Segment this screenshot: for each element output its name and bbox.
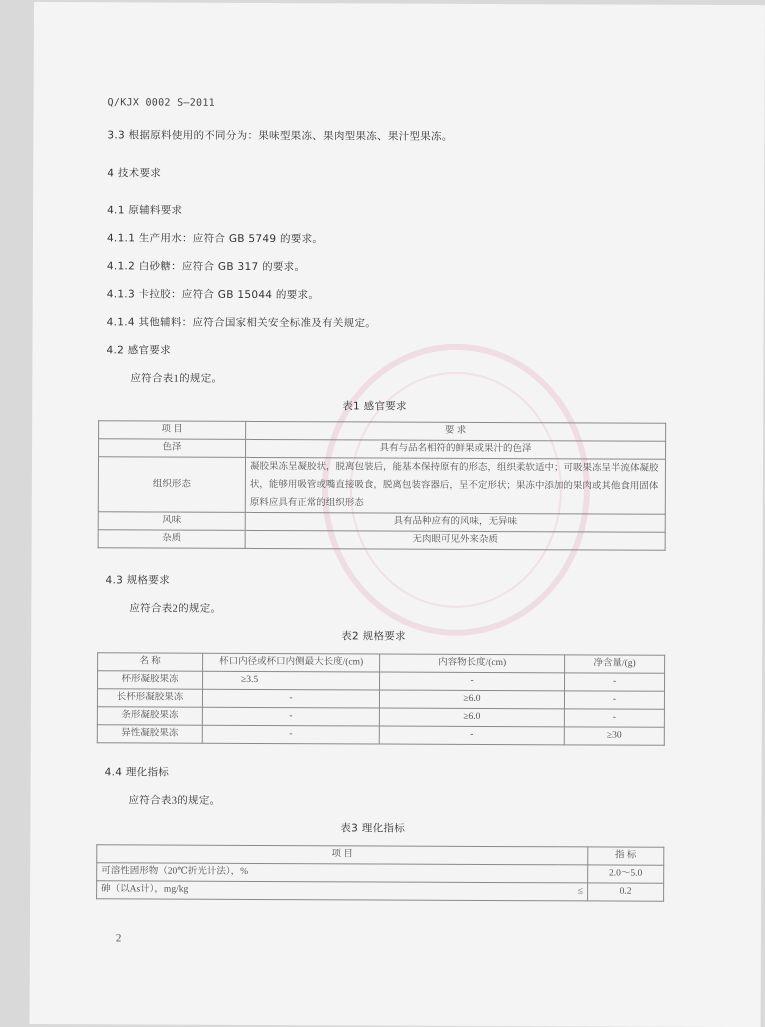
table2-specification xyxy=(97,652,665,745)
clause-4-1-4: 4.1.4 其他辅料：应符合国家相关安全标准及有关规定。 xyxy=(106,316,377,330)
table-cell: 风味 xyxy=(98,512,245,531)
section-4-heading: 4 技术要求 xyxy=(107,167,162,180)
table2-caption: 表2 规格要求 xyxy=(341,630,406,643)
table-cell: ≥3.5 xyxy=(203,671,380,690)
table-cell: 具有与品名相符的鲜果或果汁的色泽 xyxy=(246,439,666,459)
table-row xyxy=(97,881,664,901)
table-row xyxy=(97,689,664,709)
table-cell: ≥30 xyxy=(564,727,664,745)
table-header-cell: 项 目 xyxy=(99,421,246,440)
table-header-cell: 内容物长度/(cm) xyxy=(380,654,565,673)
section-4-3-text: 应符合表2的规定。 xyxy=(129,603,222,615)
table-cell: 杂质 xyxy=(98,530,245,549)
table-cell: - xyxy=(202,689,379,708)
table-cell: 条形凝胶果冻 xyxy=(97,707,202,725)
table-row xyxy=(98,530,665,550)
table-cell: 组织形态 xyxy=(98,457,245,513)
page-number: 2 xyxy=(115,932,122,945)
table-cell: 杯形凝胶果冻 xyxy=(98,671,203,689)
clause-4-1-1: 4.1.1 生产用水：应符合 GB 5749 的要求。 xyxy=(106,232,324,246)
table-cell: ≥6.0 xyxy=(379,708,564,727)
table-row xyxy=(97,863,664,883)
standard-number: Q/KJX 0002 S—2011 xyxy=(107,97,216,109)
table-header-cell: 要 求 xyxy=(246,421,666,441)
table-header-cell: 项 目 xyxy=(97,845,588,865)
section-4-2-heading: 4.2 感官要求 xyxy=(106,344,171,357)
table-cell: 长杯形凝胶果冻 xyxy=(97,689,202,707)
table1-sensory xyxy=(98,420,667,550)
table-cell: ≥6.0 xyxy=(379,690,564,709)
table3-physicochemical xyxy=(96,844,664,901)
table-cell: 2.0～5.0 xyxy=(587,865,663,883)
section-4-4-heading: 4.4 理化指标 xyxy=(104,766,170,779)
table-header-cell: 杯口内径或杯口内侧最大长度/(cm) xyxy=(203,653,380,672)
table-cell: 无肉眼可见外来杂质 xyxy=(245,530,665,550)
table-cell: 凝胶果冻呈凝胶状，脱离包装后，能基本保持原有的形态，组织柔软适中；可吸果冻呈半流体凝胶状，能够用吸管或嘴直接吸食，脱离包装容器后，呈不定形状；果冻中添加的果肉或其他食用固体原料应具有正常的组织形态 xyxy=(245,457,665,514)
table-cell: 0.2 xyxy=(587,883,663,901)
table-header-cell: 净含量/(g) xyxy=(565,655,665,673)
table-header-cell: 指 标 xyxy=(588,847,664,865)
table-cell: - xyxy=(379,726,564,745)
table-cell: ≤ xyxy=(559,883,588,901)
clause-4-1-3: 4.1.3 卡拉胶：应符合 GB 15044 的要求。 xyxy=(106,288,320,302)
table-cell: - xyxy=(564,709,664,727)
table-cell: 具有品种应有的风味，无异味 xyxy=(245,512,665,532)
table-cell: - xyxy=(202,707,379,726)
table-row xyxy=(98,457,665,514)
table-cell: 可溶性固形物（20℃折光计法），% xyxy=(97,863,588,883)
table-header-cell: 名 称 xyxy=(98,653,203,671)
table-cell: - xyxy=(564,691,664,709)
table-cell: 砷（以As计），mg/kg xyxy=(97,881,559,901)
table-cell: - xyxy=(202,725,379,744)
table-cell: 色泽 xyxy=(99,439,246,458)
table-row xyxy=(97,725,664,745)
section-4-3-heading: 4.3 规格要求 xyxy=(105,574,170,587)
table3-caption: 表3 理化指标 xyxy=(340,822,406,835)
table-cell: - xyxy=(380,672,565,691)
section-4-1-heading: 4.1 原辅料要求 xyxy=(107,204,183,217)
table-cell: - xyxy=(564,673,664,691)
table-cell: 异性凝胶果冻 xyxy=(97,725,202,743)
document-page xyxy=(30,2,765,1027)
section-4-2-text: 应符合表1的规定。 xyxy=(130,373,223,385)
table1-caption: 表1 感官要求 xyxy=(342,400,407,413)
clause-4-1-2: 4.1.2 白砂糖：应符合 GB 317 的要求。 xyxy=(106,260,306,274)
section-4-4-text: 应符合表3的规定。 xyxy=(128,795,221,807)
clause-3-3: 3.3 根据原料使用的不同分为：果味型果冻、果肉型果冻、果汁型果冻。 xyxy=(107,129,453,143)
